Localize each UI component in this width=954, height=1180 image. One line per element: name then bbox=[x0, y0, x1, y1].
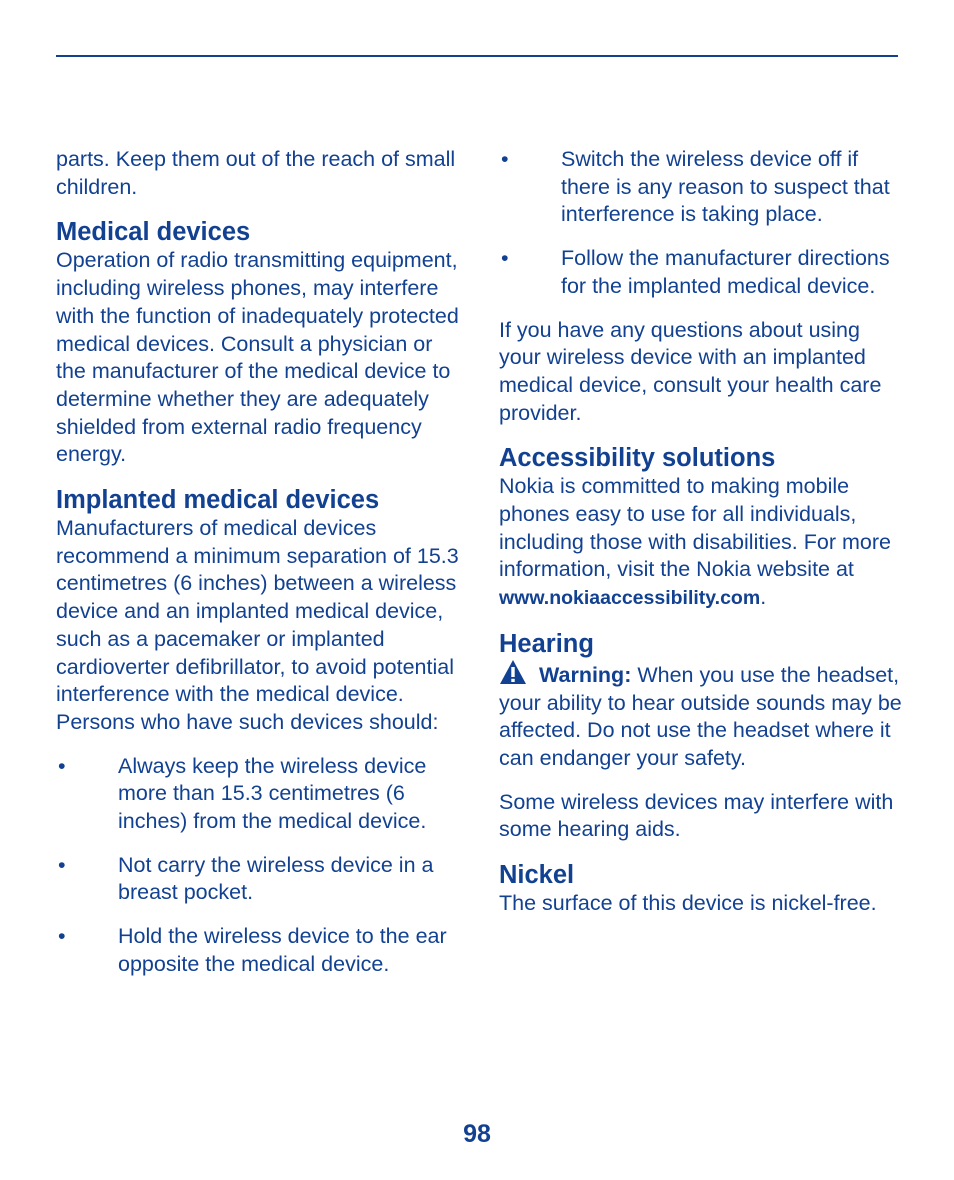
list-item bbox=[56, 923, 460, 978]
implanted-devices-body: Manufacturers of medical devices recommend a minimum separation of 15.3 centimetres (6 inches) between a wireless device and an implanted medical device, such as a pacemaker or implanted cardioverter defibrillator, to avoid potential interference with the medical device. Persons who have such devices should: bbox=[56, 516, 459, 734]
list-item-text: Not carry the wireless device in a breast pocket. bbox=[118, 852, 434, 905]
warning-label: Warning: bbox=[539, 662, 632, 687]
page-number: 98 bbox=[463, 1120, 491, 1148]
implanted-precautions-list bbox=[56, 753, 460, 979]
medical-devices-body: Operation of radio transmitting equipment, including wireless phones, may interfere with the function of inadequately protected medical devices. Consult a physician or the manufacturer of the medical device to determine whether they are adequately shielded from external radio frequency energy. bbox=[56, 248, 459, 467]
warning-text: When you use the headset, your ability to hear outside sounds may be affected. Do not use the headset where it can endanger your safety. bbox=[499, 662, 902, 770]
bullet-icon: • bbox=[501, 147, 509, 171]
accessibility-heading: Accessibility solutions bbox=[499, 444, 776, 473]
accessibility-text: Nokia is committed to making mobile phones easy to use for all individuals, including those with disabilities. For more information, visit the Nokia website at bbox=[499, 474, 891, 582]
hearing-heading: Hearing bbox=[499, 629, 594, 658]
header-rule bbox=[56, 55, 898, 57]
hearing-warning bbox=[499, 659, 903, 773]
implanted-devices-heading: Implanted medical devices bbox=[56, 486, 380, 515]
implanted-precautions-list-continued bbox=[499, 146, 903, 301]
bullet-icon: • bbox=[501, 246, 509, 271]
list-item-text: Hold the wireless device to the ear opposite the medical device. bbox=[118, 924, 447, 976]
left-column bbox=[56, 146, 460, 995]
bullet-icon: • bbox=[58, 924, 66, 949]
intro-paragraph: parts. Keep them out of the reach of small children. bbox=[56, 147, 456, 199]
bullet-icon: • bbox=[58, 852, 66, 877]
hearing-aids-note: Some wireless devices may interfere with some hearing aids. bbox=[499, 789, 894, 842]
right-column bbox=[499, 146, 903, 918]
list-item bbox=[56, 753, 460, 836]
list-item-text: Follow the manufacturer directions for the implanted medical device. bbox=[561, 246, 890, 298]
nickel-body: The surface of this device is nickel-free. bbox=[499, 891, 877, 916]
accessibility-body bbox=[499, 473, 903, 613]
warning-triangle-icon bbox=[499, 659, 527, 685]
nickel-heading: Nickel bbox=[499, 861, 575, 890]
link-suffix: . bbox=[760, 585, 767, 610]
accessibility-link[interactable]: www.nokiaaccessibility.com bbox=[499, 587, 761, 610]
list-item bbox=[499, 245, 903, 300]
bullet-icon: • bbox=[58, 753, 66, 778]
questions-paragraph: If you have any questions about using your wireless device with an implanted medical device, consult your health care provider. bbox=[499, 317, 882, 425]
list-item-text: Always keep the wireless device more than 15.3 centimetres (6 inches) from the medical device. bbox=[118, 753, 427, 834]
medical-devices-heading: Medical devices bbox=[56, 218, 251, 247]
list-item-text: Switch the wireless device off if there is any reason to suspect that interference is taking place. bbox=[561, 147, 890, 227]
list-item bbox=[499, 146, 903, 229]
list-item bbox=[56, 852, 460, 907]
